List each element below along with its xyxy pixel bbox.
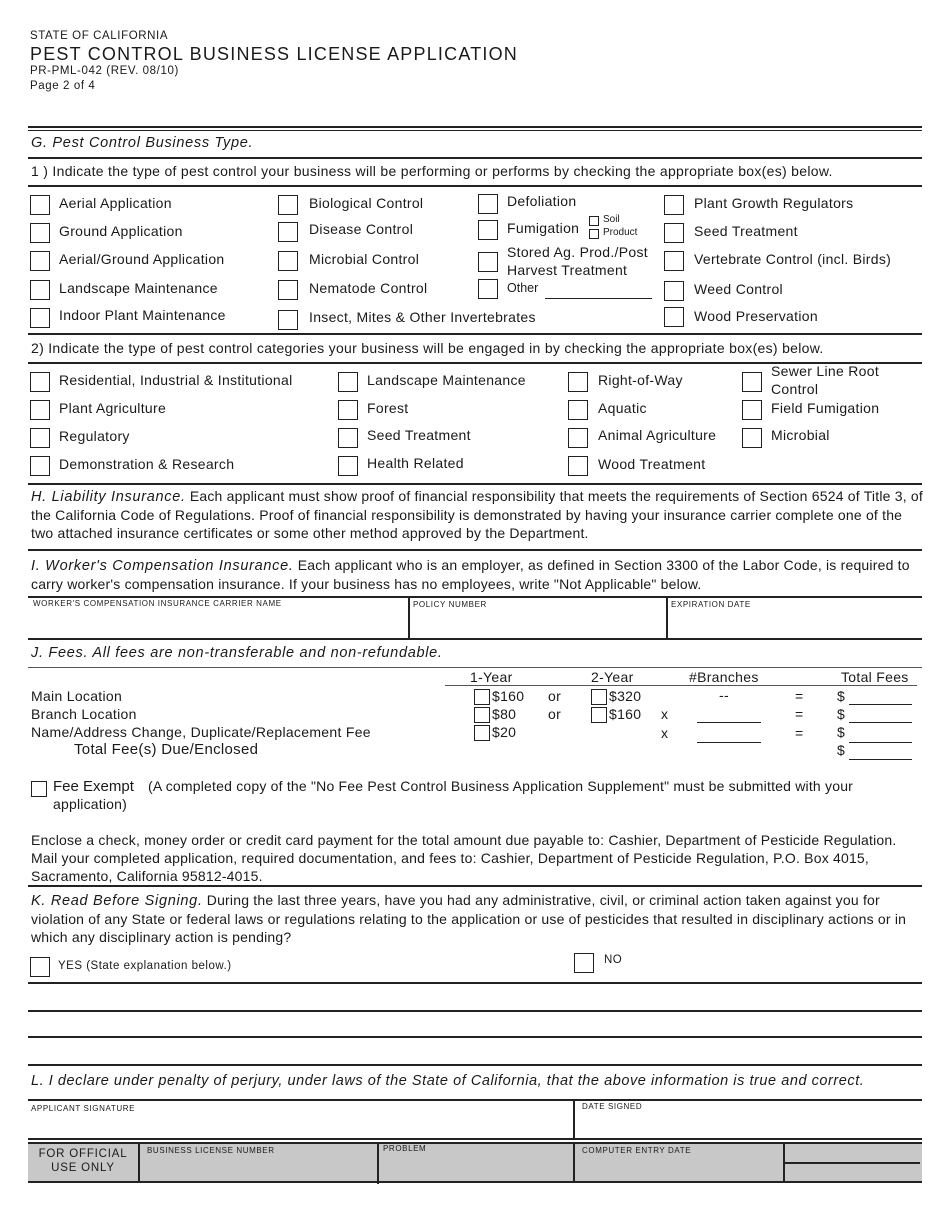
enclose-payment-text: Enclose a check, money order or credit card payment for the total amount due payable to: Cashier, Department of Pesticide Regulation. Mail your completed application, required documentation, and fees to: Cashier, Department of Pesticide Regulation, P.O. Box 4015, Sacramento, California 95812-4015. <box>31 832 897 884</box>
label-other: Other <box>507 281 539 295</box>
total-main-input[interactable] <box>849 704 912 705</box>
checkbox-fee-exempt[interactable] <box>31 781 47 797</box>
checkbox-demonstration[interactable] <box>30 456 50 476</box>
checkbox-biological-control[interactable] <box>278 195 298 215</box>
divider <box>28 1181 922 1183</box>
checkbox-branch-1-year[interactable] <box>474 707 490 723</box>
label-biological-control: Biological Control <box>309 195 424 211</box>
divider <box>28 157 922 159</box>
label-fumigation: Fumigation <box>507 220 580 236</box>
field-separator <box>138 1144 140 1181</box>
checkbox-vertebrate-control[interactable] <box>664 251 684 271</box>
dollar-sign: $ <box>837 742 846 758</box>
checkbox-regulatory[interactable] <box>30 428 50 448</box>
section-g-question-1: 1 ) Indicate the type of pest control your business will be performing or performs by checking the appropriate box(es) below. <box>31 163 833 179</box>
section-j-title: J. Fees. All fees are non-transferable and non-refundable. <box>31 645 443 661</box>
col-header-total-fees: Total Fees <box>841 669 909 685</box>
checkbox-cat-landscape-maintenance[interactable] <box>338 372 358 392</box>
label-microbial-control: Microbial Control <box>309 251 420 267</box>
divider <box>28 333 922 335</box>
fee-header-underline <box>445 685 917 686</box>
other-input-line[interactable] <box>545 298 652 299</box>
dollar-sign: $ <box>837 724 846 740</box>
explanation-line-2[interactable] <box>28 1010 922 1012</box>
checkbox-no[interactable] <box>574 953 594 973</box>
checkbox-ground-application[interactable] <box>30 223 50 243</box>
checkbox-stored-ag[interactable] <box>478 252 498 272</box>
divider <box>28 1138 922 1140</box>
checkbox-right-of-way[interactable] <box>568 372 588 392</box>
checkbox-main-2-year[interactable] <box>591 689 607 705</box>
label-defoliation: Defoliation <box>507 193 577 209</box>
page-number: Page 2 of 4 <box>30 80 96 92</box>
checkbox-forest[interactable] <box>338 400 358 420</box>
section-k-text: During the last three years, have you had any administrative, civil, or criminal action taken against you for violation of any State or federal laws or regulations relating to the application or use of pesticides that resulted in disciplinary actions or in which any disciplinary action is pending? <box>31 892 907 945</box>
fee-change-1-year: $20 <box>492 724 517 740</box>
label-aquatic: Aquatic <box>598 400 647 416</box>
label-stored-ag-line-1: Stored Ag. Prod./Post <box>507 244 648 260</box>
official-use-label-line-2: USE ONLY <box>51 1162 115 1174</box>
checkbox-microbial[interactable] <box>742 428 762 448</box>
total-due-input[interactable] <box>849 759 912 760</box>
row-name-address-change: Name/Address Change, Duplicate/Replacement Fee <box>31 724 371 740</box>
label-business-license-number: BUSINESS LICENSE NUMBER <box>147 1146 275 1155</box>
label-aerial-application: Aerial Application <box>59 195 172 211</box>
checkbox-other[interactable] <box>478 279 498 299</box>
checkbox-nematode-control[interactable] <box>278 280 298 300</box>
total-branch-input[interactable] <box>849 722 912 723</box>
section-i-paragraph <box>31 556 923 593</box>
checkbox-microbial-control[interactable] <box>278 251 298 271</box>
label-field-fumigation: Field Fumigation <box>771 400 880 416</box>
checkbox-sewer-line-root-control[interactable] <box>742 372 762 392</box>
label-right-of-way: Right-of-Way <box>598 372 683 388</box>
official-use-inner-line <box>785 1162 920 1164</box>
field-separator <box>666 597 668 639</box>
divider <box>28 596 922 598</box>
checkbox-cat-seed-treatment[interactable] <box>338 428 358 448</box>
label-demonstration: Demonstration & Research <box>59 456 235 472</box>
col-header-2-year: 2-Year <box>591 669 634 685</box>
checkbox-defoliation[interactable] <box>478 194 498 214</box>
section-g-question-2: 2) Indicate the type of pest control categories your business will be engaged in by checking the appropriate box(es) below. <box>31 340 824 356</box>
fee-exempt-note: (A completed copy of the "No Fee Pest Control Business Application Supplement" must be submitted with your application) <box>53 778 854 812</box>
divider <box>28 667 922 668</box>
policy-number-input[interactable] <box>413 614 663 636</box>
field-label-expiration: EXPIRATION DATE <box>671 600 751 609</box>
section-g-title: G. Pest Control Business Type. <box>31 135 254 151</box>
checkbox-animal-agriculture[interactable] <box>568 428 588 448</box>
checkbox-indoor-plant-maintenance[interactable] <box>30 308 50 328</box>
row-branch-location: Branch Location <box>31 706 137 722</box>
label-plant-agriculture: Plant Agriculture <box>59 400 167 416</box>
label-forest: Forest <box>367 400 409 416</box>
checkbox-landscape-maintenance[interactable] <box>30 280 50 300</box>
equals-sign: = <box>795 706 804 722</box>
times-sign: x <box>661 706 669 722</box>
label-regulatory: Regulatory <box>59 428 130 444</box>
label-problem: PROBLEM <box>383 1144 427 1153</box>
change-count-input[interactable] <box>697 742 761 743</box>
field-label-carrier: WORKER'S COMPENSATION INSURANCE CARRIER NAME <box>33 599 282 608</box>
branch-count-input[interactable] <box>697 722 761 723</box>
applicant-signature-input[interactable] <box>31 1114 569 1138</box>
checkbox-weed-control[interactable] <box>664 281 684 301</box>
field-separator <box>573 1144 575 1181</box>
divider <box>28 885 922 887</box>
divider <box>28 638 922 640</box>
checkbox-health-related[interactable] <box>338 456 358 476</box>
col-header-1-year: 1-Year <box>470 669 513 685</box>
checkbox-fumigation-soil[interactable] <box>589 216 599 226</box>
checkbox-plant-agriculture[interactable] <box>30 400 50 420</box>
form-id: PR-PML-042 (REV. 08/10) <box>30 65 179 77</box>
label-animal-agriculture: Animal Agriculture <box>598 427 717 443</box>
section-h-paragraph <box>31 487 923 542</box>
label-yes: YES (State explanation below.) <box>58 960 232 972</box>
explanation-line-4[interactable] <box>28 1064 922 1066</box>
field-separator <box>408 597 410 639</box>
fee-main-1-year: $160 <box>492 688 525 704</box>
label-cat-seed-treatment: Seed Treatment <box>367 427 471 443</box>
label-applicant-signature: APPLICANT SIGNATURE <box>31 1104 136 1113</box>
checkbox-fumigation-product[interactable] <box>589 229 599 239</box>
expiration-date-input[interactable] <box>671 614 921 636</box>
total-change-input[interactable] <box>849 742 912 743</box>
label-plant-growth-regulators: Plant Growth Regulators <box>694 195 854 211</box>
official-use-label <box>28 1144 138 1181</box>
explanation-line-1[interactable] <box>28 982 922 984</box>
label-seed-treatment: Seed Treatment <box>694 223 798 239</box>
dollar-sign: $ <box>837 688 846 704</box>
label-health-related: Health Related <box>367 455 464 471</box>
label-wood-treatment: Wood Treatment <box>598 456 706 472</box>
label-aerial-ground-application: Aerial/Ground Application <box>59 251 225 267</box>
fee-main-2-year: $320 <box>609 688 642 704</box>
label-nematode-control: Nematode Control <box>309 280 428 296</box>
checkbox-fumigation[interactable] <box>478 220 498 240</box>
label-no: NO <box>604 954 623 966</box>
label-fumigation-product: Product <box>603 227 638 238</box>
checkbox-field-fumigation[interactable] <box>742 400 762 420</box>
label-wood-preservation: Wood Preservation <box>694 308 818 324</box>
checkbox-wood-preservation[interactable] <box>664 307 684 327</box>
field-label-policy: POLICY NUMBER <box>413 600 487 609</box>
label-cat-landscape-maintenance: Landscape Maintenance <box>367 372 526 388</box>
checkbox-branch-2-year[interactable] <box>591 707 607 723</box>
col-header-branches: #Branches <box>689 669 759 685</box>
field-separator <box>573 1100 575 1140</box>
checkbox-main-1-year[interactable] <box>474 689 490 705</box>
checkbox-aerial-application[interactable] <box>30 195 50 215</box>
checkbox-aquatic[interactable] <box>568 400 588 420</box>
times-sign: x <box>661 725 669 741</box>
label-vertebrate-control: Vertebrate Control (incl. Birds) <box>694 251 892 267</box>
row-total-fees: Total Fee(s) Due/Enclosed <box>74 741 259 758</box>
checkbox-disease-control[interactable] <box>278 222 298 242</box>
checkbox-aerial-ground-application[interactable] <box>30 251 50 271</box>
checkbox-change-1-year[interactable] <box>474 725 490 741</box>
label-sewer-line-1: Sewer Line Root <box>771 363 880 379</box>
checkbox-plant-growth-regulators[interactable] <box>664 195 684 215</box>
label-landscape-maintenance: Landscape Maintenance <box>59 280 218 296</box>
divider <box>28 185 922 187</box>
equals-sign: = <box>795 688 804 704</box>
divider <box>28 483 922 485</box>
carrier-name-input[interactable] <box>33 614 403 636</box>
checkbox-seed-treatment[interactable] <box>664 223 684 243</box>
official-use-label-line-1: FOR OFFICIAL <box>38 1148 128 1160</box>
label-fumigation-soil: Soil <box>603 214 620 225</box>
section-i-text: Each applicant who is an employer, as defined in Section 3300 of the Labor Code, is required to carry worker's compensation insurance. If your business has no employees, write "Not Applicable" below. <box>31 557 910 592</box>
divider <box>28 126 922 128</box>
checkbox-wood-treatment[interactable] <box>568 456 588 476</box>
section-h-title: H. Liability Insurance. <box>31 489 186 505</box>
label-sewer-line-2: Control <box>771 381 819 397</box>
label-insect-mites: Insect, Mites & Other Invertebrates <box>309 309 536 325</box>
label-disease-control: Disease Control <box>309 221 414 237</box>
checkbox-yes[interactable] <box>30 957 50 977</box>
explanation-line-3[interactable] <box>28 1036 922 1038</box>
or-text: or <box>548 688 562 704</box>
label-indoor-plant-maintenance: Indoor Plant Maintenance <box>59 307 226 323</box>
section-i-title: I. Worker's Compensation Insurance. <box>31 558 294 574</box>
section-h-text: Each applicant must show proof of financial responsibility that meets the requirements of Section 6524 of Title 3, of the California Code of Regulations. Proof of financial responsibility is demonstrated by having your insurance carrier complete one of the two attached insurance certificates or some other method approved by the Department. <box>31 488 923 541</box>
checkbox-insect-mites[interactable] <box>278 310 298 330</box>
divider <box>28 130 922 131</box>
date-signed-input[interactable] <box>580 1114 920 1138</box>
state-label: STATE OF CALIFORNIA <box>30 30 169 42</box>
or-text: or <box>548 706 562 722</box>
label-weed-control: Weed Control <box>694 281 783 297</box>
label-ground-application: Ground Application <box>59 223 183 239</box>
section-k-title: K. Read Before Signing. <box>31 893 203 909</box>
label-date-signed: DATE SIGNED <box>582 1102 643 1111</box>
label-computer-entry-date: COMPUTER ENTRY DATE <box>582 1146 692 1155</box>
no-branches-dashes: -- <box>719 687 729 703</box>
divider <box>28 1099 922 1101</box>
field-separator <box>377 1144 379 1184</box>
label-fee-exempt: Fee Exempt <box>53 778 134 795</box>
divider <box>28 549 922 551</box>
equals-sign: = <box>795 725 804 741</box>
form-title: PEST CONTROL BUSINESS LICENSE APPLICATION <box>30 44 518 64</box>
fee-branch-2-year: $160 <box>609 706 642 722</box>
fee-branch-1-year: $80 <box>492 706 517 722</box>
checkbox-residential[interactable] <box>30 372 50 392</box>
row-main-location: Main Location <box>31 688 123 704</box>
section-k-paragraph <box>31 891 923 946</box>
label-microbial: Microbial <box>771 427 830 443</box>
dollar-sign: $ <box>837 706 846 722</box>
label-stored-ag-line-2: Harvest Treatment <box>507 262 628 278</box>
declaration-text: L. I declare under penalty of perjury, under laws of the State of California, that the above information is true and correct. <box>31 1073 865 1089</box>
label-residential: Residential, Industrial & Institutional <box>59 372 293 388</box>
